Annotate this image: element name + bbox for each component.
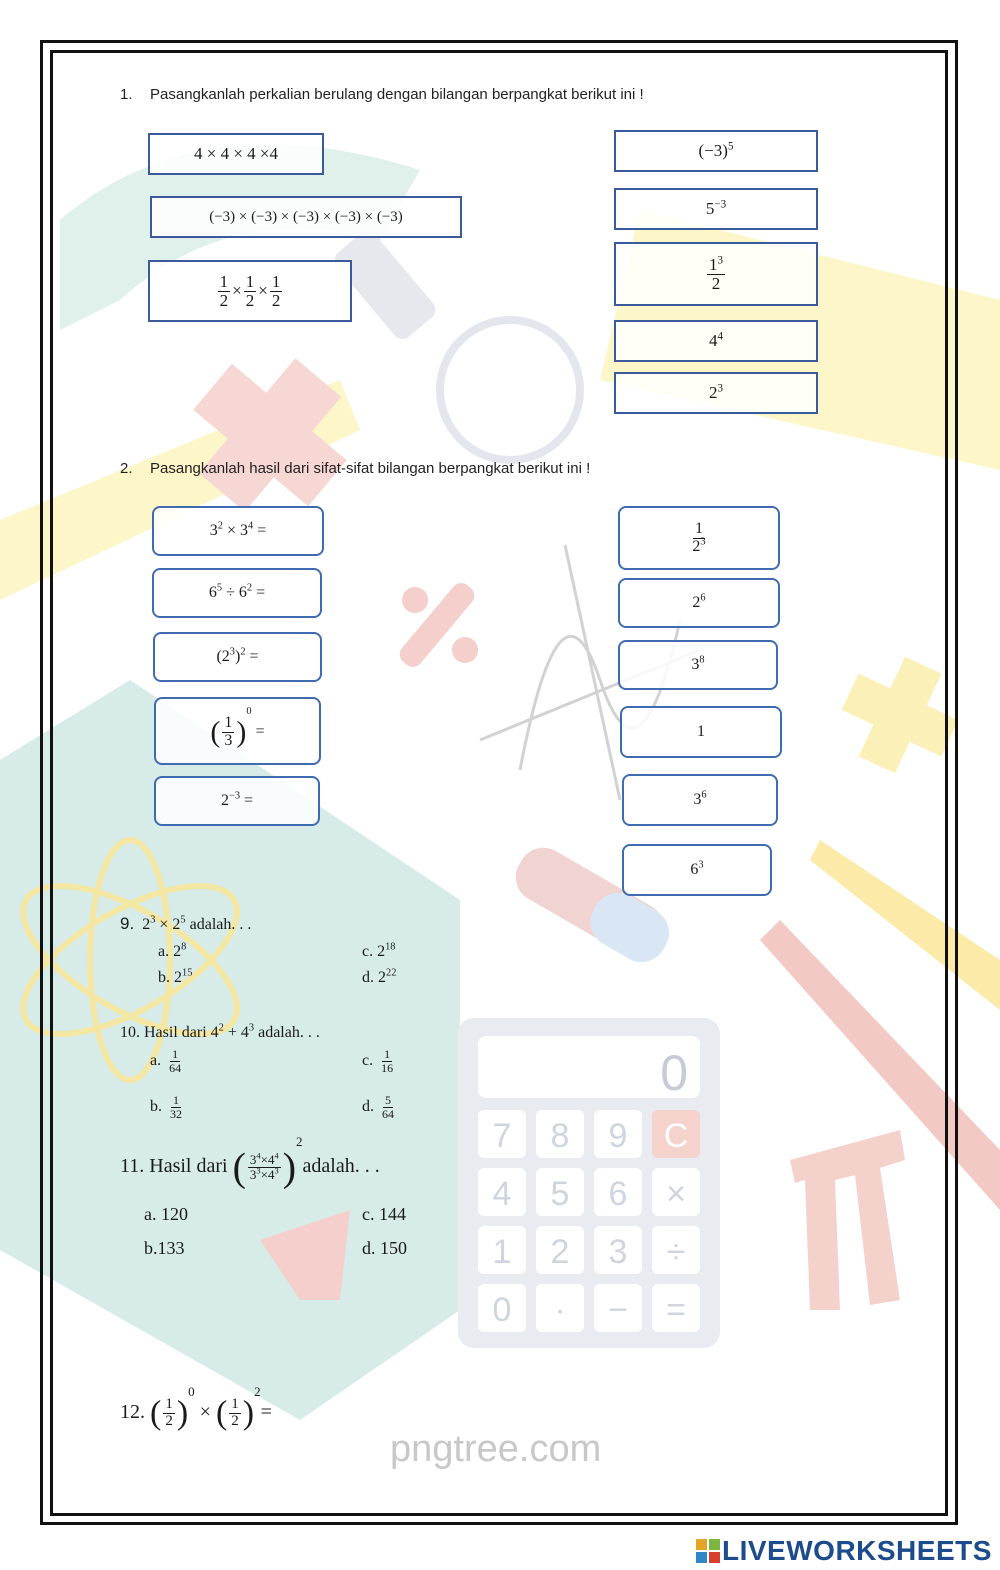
calculator-key-label: 4 — [492, 1175, 512, 1213]
question-number: 10. — [120, 1024, 140, 1041]
q11-option-d[interactable]: d. 150 — [362, 1238, 407, 1258]
fraction: $\frac{1}{2}$ — [245, 271, 255, 310]
expression: $(-3)^5$ — [698, 140, 734, 160]
calculator-key-label: 0 — [492, 1291, 512, 1329]
expression: $3^2 \times 3^4$ = — [209, 520, 267, 539]
question-text: Pasangkanlah perkalian berulang dengan bilangan berpangkat berikut ini ! — [150, 86, 644, 103]
q1-left-box-b[interactable] — [150, 196, 462, 238]
q10-option-b[interactable]: b. $\frac{1}{32}$ — [150, 1093, 182, 1121]
fraction: $\frac{1^3}{2}$ — [708, 254, 724, 293]
expression: $2^{-3}$ = — [220, 790, 254, 809]
q9-option-d[interactable]: d. $2^{22}$ — [362, 967, 397, 986]
times-sign: × — [232, 281, 242, 300]
times-sign: × — [258, 281, 268, 300]
q1-right-box-b[interactable] — [614, 188, 818, 230]
q1-right-box-a[interactable] — [614, 130, 818, 172]
calculator-key-label: · — [554, 1291, 566, 1329]
q2-right-box-a[interactable] — [618, 506, 780, 570]
expression: $2^3$ — [708, 382, 724, 402]
expression: $2^6$ — [692, 592, 706, 611]
expression: $(2^3)^2$ = — [216, 646, 259, 665]
watermark-text: pngtree.com — [390, 1428, 602, 1470]
logo-text: LIVEWORKSHEETS — [722, 1535, 992, 1566]
q9-option-c[interactable]: c. $2^{18}$ — [362, 941, 396, 960]
expression: $5^{-3}$ — [705, 198, 727, 218]
q12-answer-field[interactable] — [290, 1392, 590, 1432]
q1-right-box-d[interactable] — [614, 320, 818, 362]
q2-right-box-c[interactable] — [618, 640, 778, 690]
question-2-title — [120, 460, 590, 477]
q1-left-box-a[interactable] — [148, 133, 324, 175]
calculator-key-label: ÷ — [666, 1233, 686, 1271]
q10-option-c[interactable]: c. $\frac{1}{16}$ — [362, 1047, 394, 1075]
question-text: Pasangkanlah hasil dari sifat-sifat bilangan berpangkat berikut ini ! — [150, 460, 591, 477]
calculator-key-label: − — [608, 1291, 628, 1329]
question-number: 12. — [120, 1401, 145, 1423]
calculator-key-label: 1 — [492, 1233, 512, 1271]
q2-left-box-c[interactable] — [153, 632, 322, 682]
calculator-display: 0 — [660, 1045, 688, 1101]
question-11-stem: 11. Hasil dari ( $\frac{3^4\times 4^4}{3^3\times 4^3}$ )$^2$adalah. . . — [120, 1134, 380, 1190]
q10-option-d[interactable]: d. $\frac{5}{64}$ — [362, 1093, 394, 1121]
expression: $6^5 \div 6^2$ = — [208, 582, 266, 601]
fraction: $\frac{1}{2}$ — [271, 271, 281, 310]
question-number: 9. — [120, 914, 135, 933]
calculator-key-label: 5 — [550, 1175, 570, 1213]
question-number: 1. — [120, 86, 133, 103]
expression: $3^8$ — [691, 654, 705, 673]
q1-left-box-c[interactable] — [148, 260, 352, 322]
fraction: $\frac{1}{2}$ — [219, 271, 229, 310]
q11-option-c[interactable]: c. 144 — [362, 1204, 406, 1224]
calculator-key-label: 8 — [550, 1117, 570, 1155]
calculator-key-label: × — [666, 1175, 686, 1213]
question-number: 2. — [120, 460, 133, 477]
question-10-stem: 10. Hasil dari $4^2 + 4^3$ adalah. . . — [120, 1022, 320, 1041]
expression: 4 × 4 × 4 ×4 — [193, 144, 278, 163]
q9-option-a[interactable]: a. $2^8$ — [158, 941, 187, 960]
q2-right-box-b[interactable] — [618, 578, 780, 628]
q2-left-box-b[interactable] — [152, 568, 322, 618]
calculator-key-label: = — [666, 1291, 686, 1329]
q2-left-box-d[interactable] — [154, 697, 321, 765]
q1-right-box-e[interactable] — [614, 372, 818, 414]
q2-right-box-e[interactable] — [622, 774, 778, 826]
calculator-key-label: C — [663, 1117, 689, 1155]
question-9-stem: 9. $2^3 \times 2^5$ adalah. . . — [120, 914, 252, 933]
logo-grid-icon — [696, 1539, 720, 1563]
fraction: $\frac{1}{2^3}$ — [692, 519, 706, 555]
q9-option-b[interactable]: b. $2^{15}$ — [158, 967, 193, 986]
question-1-title — [120, 86, 644, 103]
q2-right-box-f[interactable] — [622, 844, 772, 896]
expression: (−3) × (−3) × (−3) × (−3) × (−3) — [209, 208, 403, 225]
question-number: 11. — [120, 1155, 145, 1177]
liveworksheets-logo[interactable] — [696, 1535, 992, 1567]
q2-left-box-e[interactable] — [154, 776, 320, 826]
calculator-key-label: 9 — [608, 1117, 628, 1155]
calculator-key-label: 2 — [550, 1233, 570, 1271]
q2-right-box-d[interactable] — [620, 706, 782, 758]
q11-option-b[interactable]: b.133 — [144, 1238, 185, 1258]
expression: ( $\frac{1}{3}$ )$^0$ = — [210, 706, 265, 750]
expression: 1 — [697, 723, 705, 740]
expression: $6^3$ — [690, 859, 704, 878]
question-12-stem: 12. ( $\frac{1}{2}$ )$^0$ × ( $\frac{1}{2}$ )$^2$= — [120, 1384, 272, 1432]
calculator-key-label: 3 — [608, 1233, 628, 1271]
q11-option-a[interactable]: a. 120 — [144, 1204, 188, 1224]
expression: $4^4$ — [708, 330, 724, 350]
q2-left-box-a[interactable] — [152, 506, 324, 556]
calculator-key-label: 6 — [608, 1175, 628, 1213]
calculator-key-label: 7 — [492, 1117, 512, 1155]
q1-right-box-c[interactable] — [614, 242, 818, 306]
q10-option-a[interactable]: a. $\frac{1}{64}$ — [150, 1047, 182, 1075]
expression: $3^6$ — [693, 789, 707, 808]
